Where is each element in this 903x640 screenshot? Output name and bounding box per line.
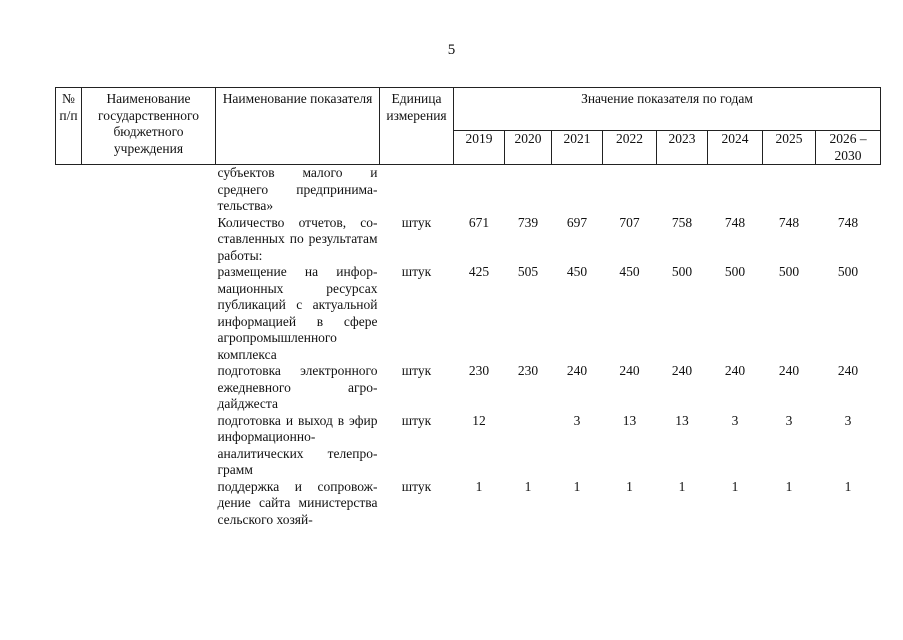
value-cell: 12	[472, 412, 486, 428]
value-cell	[505, 413, 552, 479]
value-cell: 230	[517, 363, 539, 378]
header-unit: Единица измерения	[380, 88, 454, 165]
indicator-name: подготовка электронного ежедневного агродайджеста	[217, 363, 378, 411]
unit-cell: штук	[401, 412, 432, 428]
header-year: 2023	[657, 131, 708, 165]
value-cell: 748	[724, 214, 746, 230]
value-cell: 3	[573, 412, 581, 428]
value-cell: 230	[468, 363, 490, 378]
value-cell: 13	[675, 412, 689, 428]
value-cell: 450	[566, 264, 588, 279]
indicator-name: размещение на информационных ресурсах публикаций с актуальной информацией в сфере агропромышленного комплекса	[217, 264, 378, 362]
unit-cell: штук	[401, 478, 432, 494]
value-cell: 707	[619, 214, 640, 230]
value-cell: 1	[475, 478, 483, 494]
unit-cell: штук	[401, 214, 432, 230]
indicator-name: Количество отчетов, составленных по результатам работы:	[217, 214, 378, 263]
header-year: 2020	[505, 131, 552, 165]
value-cell: 1	[626, 478, 633, 494]
table-row	[56, 264, 881, 363]
header-year: 2021	[552, 131, 603, 165]
value-cell: 500	[837, 264, 859, 279]
value-cell	[505, 165, 552, 215]
value-cell	[816, 165, 881, 215]
value-cell: 240	[724, 363, 746, 378]
header-number: № п/п	[56, 88, 82, 165]
value-cell: 240	[778, 363, 800, 378]
value-cell: 500	[724, 264, 746, 279]
header-year: 2022	[603, 131, 657, 165]
indicators-table	[55, 87, 881, 528]
page-number: 5	[447, 42, 456, 58]
value-cell: 1	[573, 478, 581, 494]
value-cell: 240	[837, 363, 859, 378]
value-cell: 500	[671, 264, 693, 279]
value-cell: 500	[778, 264, 800, 279]
header-year: 2026 – 2030	[816, 131, 881, 165]
indicator-name: подготовка и выход в эфир информационно-аналитических телепрограмм	[217, 412, 378, 477]
header-row-top	[56, 88, 881, 131]
value-cell: 739	[517, 214, 539, 230]
value-cell: 3	[785, 412, 793, 428]
value-cell: 748	[837, 214, 859, 230]
value-cell: 1	[524, 478, 532, 494]
indicator-name: поддержка и сопровождение сайта министерства сельского хозяй-	[217, 478, 378, 527]
value-cell: 240	[671, 363, 693, 378]
header-institution: Наименование государственного бюджетного учреждения	[82, 88, 216, 165]
value-cell: 450	[619, 264, 640, 279]
value-cell: 13	[622, 412, 637, 428]
table-row	[56, 215, 881, 265]
value-cell: 240	[566, 363, 588, 378]
value-cell: 1	[844, 478, 852, 494]
header-year: 2019	[454, 131, 505, 165]
value-cell	[454, 165, 505, 215]
value-cell: 697	[566, 214, 588, 230]
value-cell: 1	[678, 478, 686, 494]
value-cell	[552, 165, 603, 215]
table-row	[56, 413, 881, 479]
unit-cell	[380, 165, 454, 215]
value-cell	[603, 165, 657, 215]
header-year: 2024	[708, 131, 763, 165]
indicator-name: субъектов малого и среднего предпринимательства»	[217, 165, 378, 213]
table-row	[56, 363, 881, 413]
table-row	[56, 165, 881, 215]
unit-cell: штук	[401, 363, 432, 378]
value-cell: 240	[619, 363, 640, 378]
value-cell: 758	[671, 214, 693, 230]
header-indicator: Наименование показателя	[216, 88, 380, 165]
value-cell	[708, 165, 763, 215]
value-cell: 3	[731, 412, 739, 428]
table-row	[56, 479, 881, 529]
value-cell: 425	[468, 264, 490, 279]
header-year: 2025	[763, 131, 816, 165]
value-cell: 1	[731, 478, 739, 494]
header-values-by-year: Значение показателя по годам	[454, 88, 881, 131]
value-cell: 505	[517, 264, 539, 279]
unit-cell: штук	[401, 264, 432, 279]
value-cell	[657, 165, 708, 215]
value-cell: 1	[785, 478, 793, 494]
value-cell: 3	[844, 412, 852, 428]
value-cell	[763, 165, 816, 215]
value-cell: 671	[468, 214, 490, 230]
value-cell: 748	[778, 214, 800, 230]
